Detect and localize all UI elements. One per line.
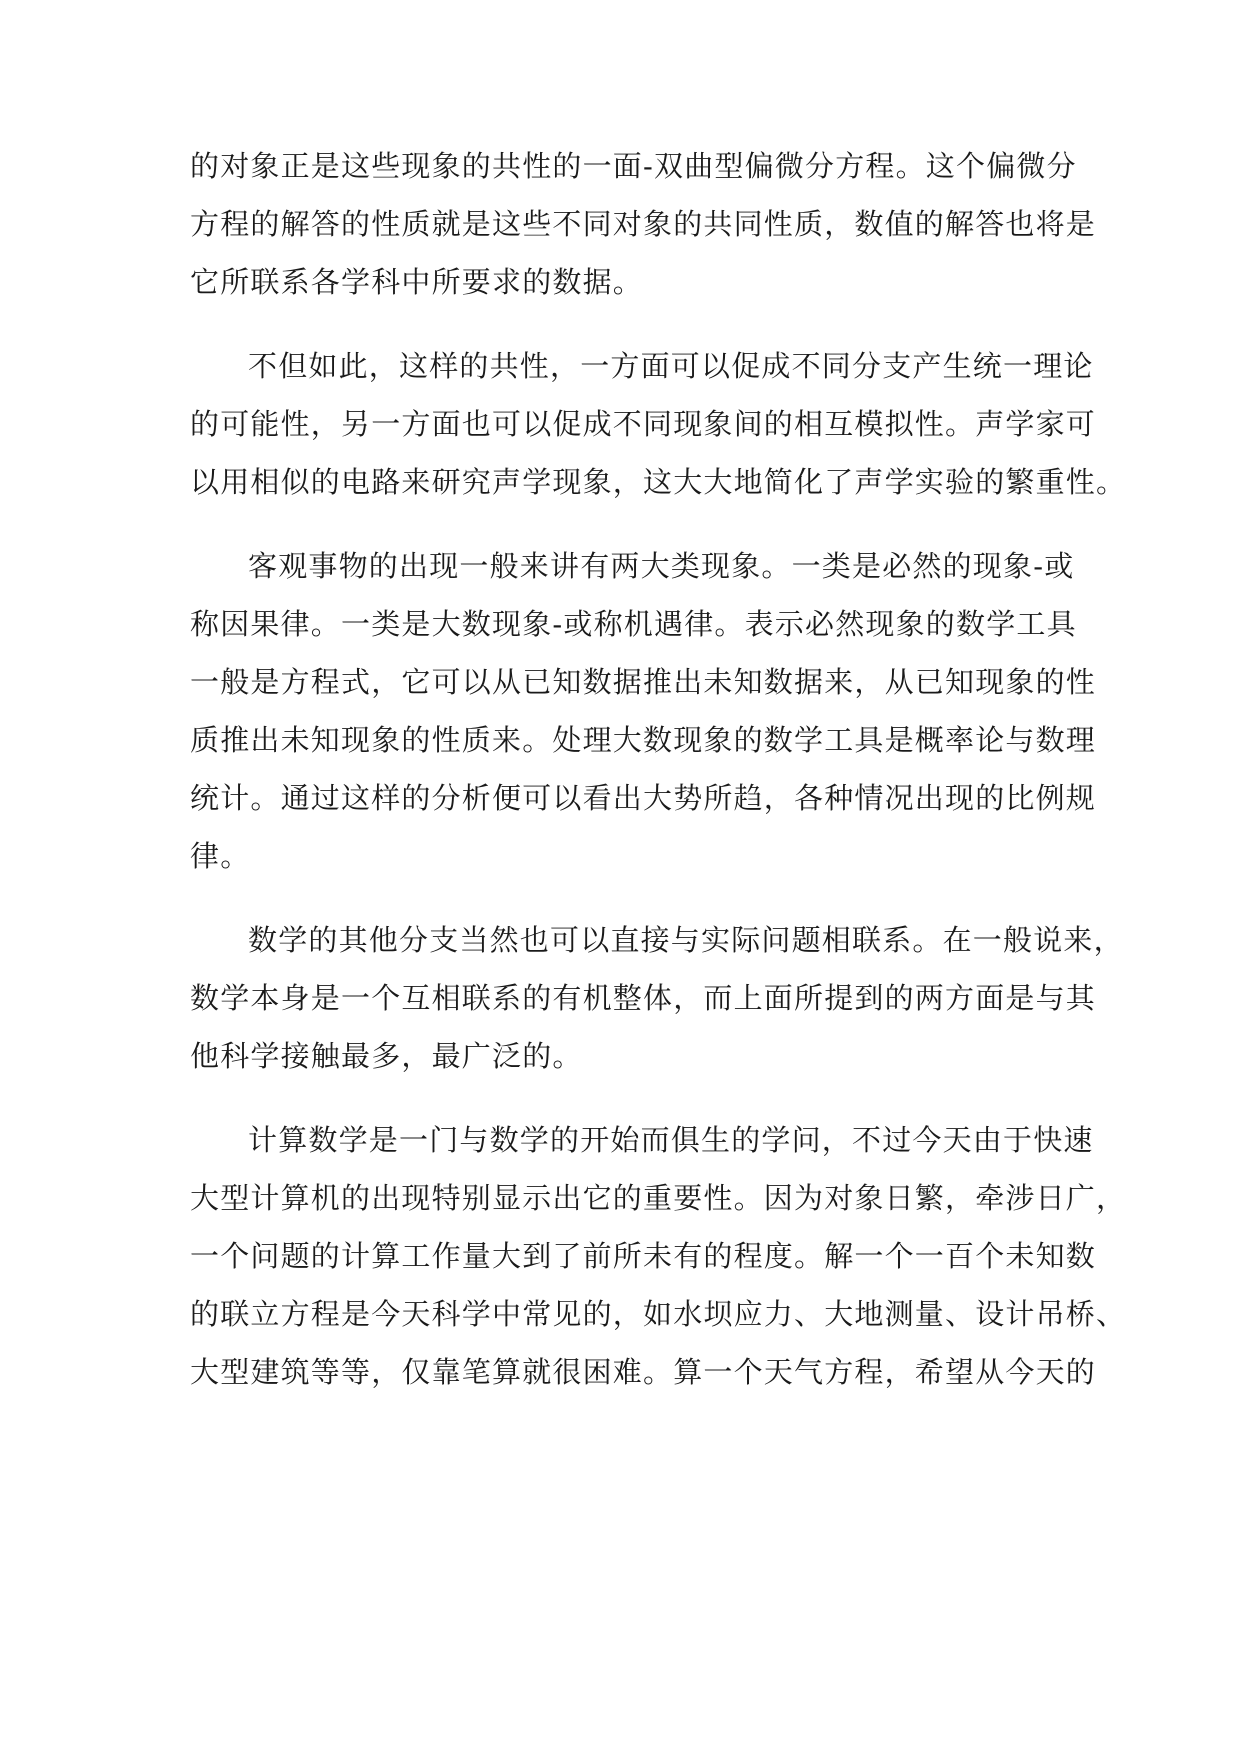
text-line: 大型建筑等等，仅靠笔算就很困难。算一个天气方程，希望从今天的 — [190, 1355, 1097, 1389]
text-line: 的联立方程是今天科学中常见的，如水坝应力、大地测量、设计吊桥、 — [190, 1297, 1127, 1331]
paragraph-first-line: 数学的其他分支当然也可以直接与实际问题相联系。在一般说来， — [248, 923, 1124, 957]
text-line: 方程的解答的性质就是这些不同对象的共同性质，数值的解答也将是 — [190, 207, 1097, 241]
text-line: 他科学接触最多，最广泛的。 — [190, 1039, 583, 1073]
text-line: 它所联系各学科中所要求的数据。 — [190, 265, 644, 299]
text-line: 以用相似的电路来研究声学现象，这大大地简化了声学实验的繁重性。 — [190, 465, 1127, 499]
text-line: 一个问题的计算工作量大到了前所未有的程度。解一个一百个未知数 — [190, 1239, 1097, 1273]
paragraph-first-line: 不但如此，这样的共性，一方面可以促成不同分支产生统一理论 — [248, 349, 1094, 383]
text-line: 一般是方程式，它可以从已知数据推出未知数据来，从已知现象的性 — [190, 665, 1097, 699]
text-line: 律。 — [190, 839, 251, 873]
paragraph-first-line: 客观事物的出现一般来讲有两大类现象。一类是必然的现象-或 — [248, 549, 1075, 583]
text-line: 大型计算机的出现特别显示出它的重要性。因为对象日繁，牵涉日广， — [190, 1181, 1127, 1215]
text-line: 统计。通过这样的分析便可以看出大势所趋，各种情况出现的比例规 — [190, 781, 1097, 815]
text-line: 的对象正是这些现象的共性的一面-双曲型偏微分方程。这个偏微分 — [190, 149, 1077, 183]
text-line: 的可能性，另一方面也可以促成不同现象间的相互模拟性。声学家可 — [190, 407, 1097, 441]
text-line: 数学本身是一个互相联系的有机整体，而上面所提到的两方面是与其 — [190, 981, 1097, 1015]
text-line: 称因果律。一类是大数现象-或称机遇律。表示必然现象的数学工具 — [190, 607, 1077, 641]
text-line: 质推出未知现象的性质来。处理大数现象的数学工具是概率论与数理 — [190, 723, 1097, 757]
paragraph-first-line: 计算数学是一门与数学的开始而俱生的学问，不过今天由于快速 — [248, 1123, 1094, 1157]
